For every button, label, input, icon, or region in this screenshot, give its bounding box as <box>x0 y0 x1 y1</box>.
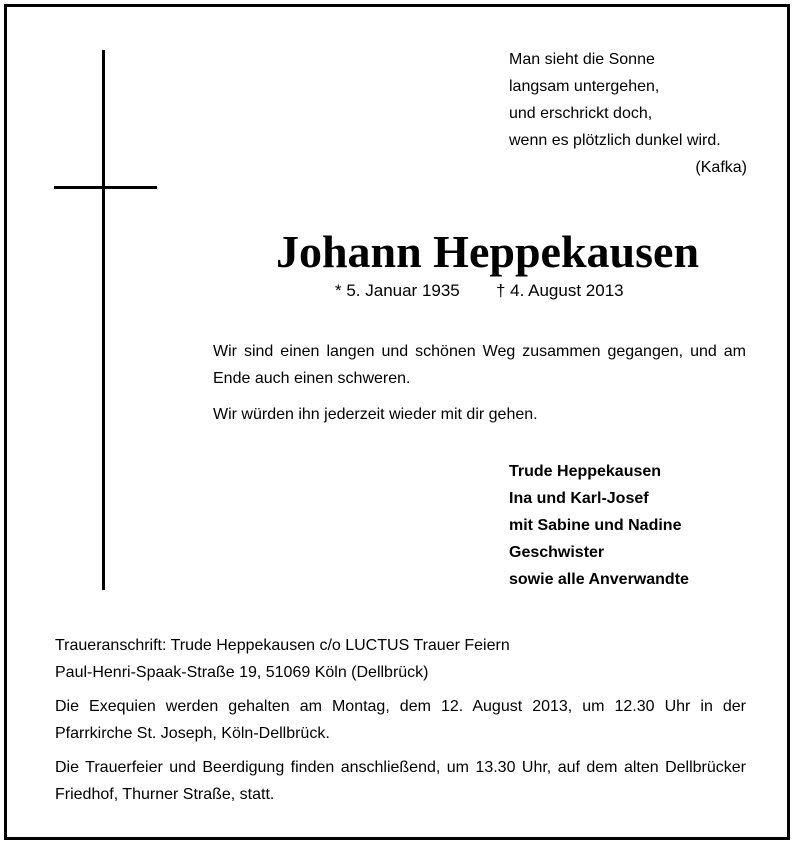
address-line-2: Paul-Henri-Spaak-Straße 19, 51069 Köln (Dellbrück) <box>55 664 429 681</box>
service-info <box>55 632 746 808</box>
birth-date: * 5. Januar 1935 <box>335 281 460 300</box>
quote-author: (Kafka) <box>695 159 747 176</box>
mourner-name: Ina und Karl-Josef <box>509 490 649 507</box>
mourner-name: Trude Heppekausen <box>509 463 662 480</box>
mourner-name: Geschwister <box>509 544 605 561</box>
quote-line: langsam untergehen, <box>509 78 660 95</box>
mourner-name: mit Sabine und Nadine <box>509 517 682 534</box>
kafka-quote <box>509 46 747 181</box>
message-paragraph-2: Wir würden ihn jederzeit wieder mit dir gehen. <box>213 406 538 423</box>
quote-line: und erschrickt doch, <box>509 105 653 122</box>
mourning-address <box>55 632 746 686</box>
address-line-1: Traueranschrift: Trude Heppekausen c/o LUCTUS Trauer Feiern <box>55 637 510 654</box>
funeral-info: Die Trauerfeier und Beerdigung finden anschließend, um 13.30 Uhr, auf dem alten Dellbrücker Friedhof, Thurner Straße, statt. <box>55 759 746 803</box>
death-date: † 4. August 2013 <box>496 281 624 300</box>
mourners-list <box>509 458 689 593</box>
cross-horizontal-bar <box>54 186 157 189</box>
exequien-info: Die Exequien werden gehalten am Montag, dem 12. August 2013, um 12.30 Uhr in der Pfarrkirche St. Joseph, Köln-Dellbrück. <box>55 698 746 742</box>
farewell-message <box>213 338 746 428</box>
message-paragraph-1: Wir sind einen langen und schönen Weg zusammen gegangen, und am Ende auch einen schweren. <box>213 343 746 387</box>
mourner-name: sowie alle Anverwandte <box>509 571 689 588</box>
quote-line: wenn es plötzlich dunkel wird. <box>509 132 721 149</box>
cross-vertical-bar <box>102 50 105 590</box>
quote-line: Man sieht die Sonne <box>509 51 655 68</box>
deceased-name: Johann Heppekausen <box>275 226 700 277</box>
